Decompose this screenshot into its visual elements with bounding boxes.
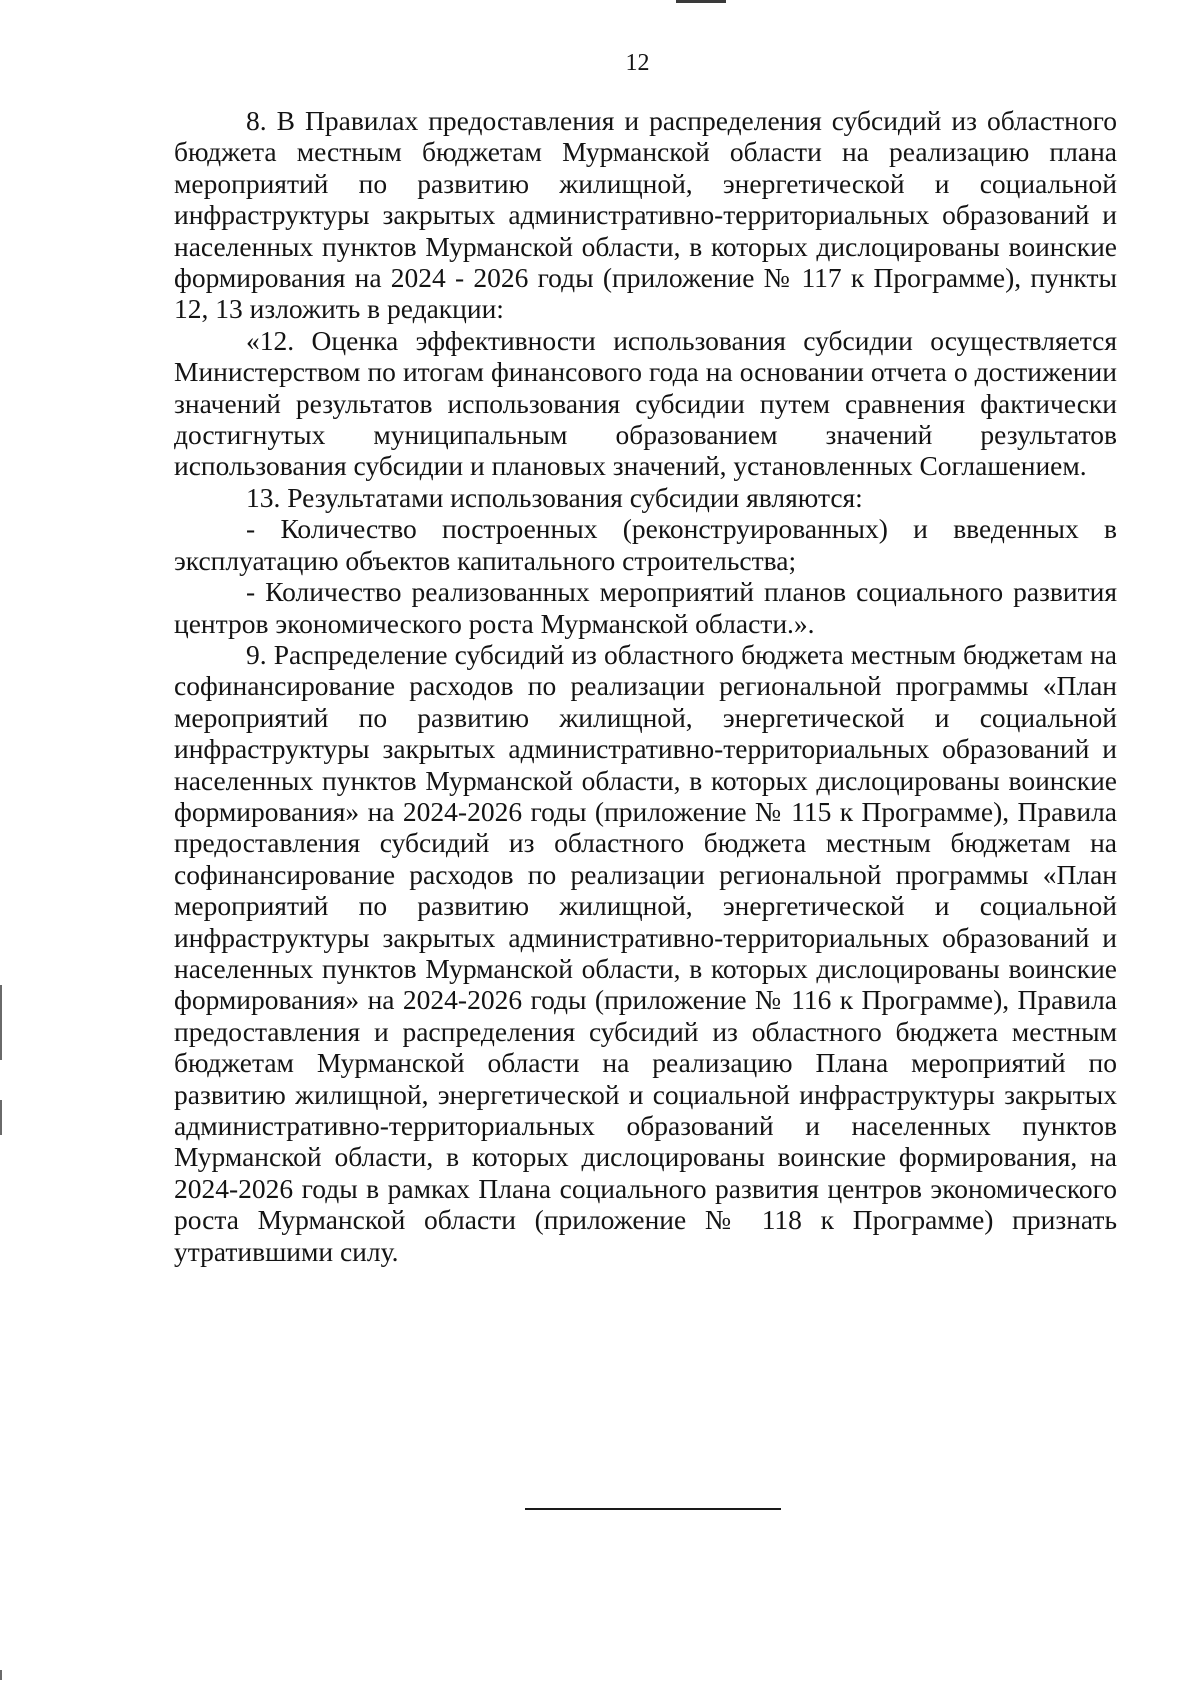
page-number: 12 bbox=[625, 50, 650, 76]
top-edge-mark bbox=[676, 0, 726, 3]
paragraph-12: «12. Оценка эффективности использования субсидии осуществляется Министерством по итогам финансового года на основании отчета о достижении значений результатов использования субсидии путем сравнения фактически достигнутых муниципальным образованием значений результатов использования субсидии и плановых значений, установленных Соглашением. bbox=[174, 324, 1117, 482]
paragraph-9: 9. Распределение субсидий из областного бюджета местным бюджетам на софинансирование расходов по реализации региональной программы «План мероприятий по развитию жилищной, энергетической и социальной инфраструктуры закрытых административно-территориальных образований и населенных пунктов Мурманской области, в которых дислоцированы воинские формирования» на 2024-2026 годы (приложение № 115 к Программе), Правила предоставления субсидий из областного бюджета местным бюджетам на софинансирование расходов по реализации региональной программы «План мероприятий по развитию жилищной, энергетической и социальной инфраструктуры закрытых административно-территориальных образований и населенных пунктов Мурманской области, в которых дислоцированы воинские формирования» на 2024-2026 годы (приложение № 116 к Программе), Правила предоставления и распределения субсидий из областного бюджета местным бюджетам Мурманской области на реализацию Плана мероприятий по развитию жилищной, энергетической и социальной инфраструктуры закрытых административно-территориальных образований и населенных пунктов Мурманской области, в которых дислоцированы воинские формирования, на 2024-2026 годы в рамках Плана социального развития центров экономического роста Мурманской области (приложение № 118 к Программе) признать утратившими силу. bbox=[174, 638, 1117, 1267]
scan-margin-mark bbox=[0, 1670, 2, 1680]
list-item-result-2: - Количество реализованных мероприятий планов социального развития центров экономического роста Мурманской области.». bbox=[174, 576, 1117, 639]
scan-margin-mark bbox=[0, 1100, 2, 1135]
scan-margin-mark bbox=[0, 985, 2, 1060]
closing-rule bbox=[525, 1508, 781, 1510]
paragraph-8: 8. В Правилах предоставления и распределения субсидий из областного бюджета местным бюджетам Мурманской области на реализацию плана мероприятий по развитию жилищной, энергетической и социальной инфраструктуры закрытых административно-территориальных образований и населенных пунктов Мурманской области, в которых дислоцированы воинские формирования на 2024 - 2026 годы (приложение № 117 к Программе), пункты 12, 13 изложить в редакции: bbox=[174, 105, 1117, 325]
document-body bbox=[174, 105, 1117, 1267]
paragraph-13: 13. Результатами использования субсидии являются: bbox=[246, 481, 863, 513]
list-item-result-1: - Количество построенных (реконструированных) и введенных в эксплуатацию объектов капитального строительства; bbox=[174, 513, 1117, 576]
